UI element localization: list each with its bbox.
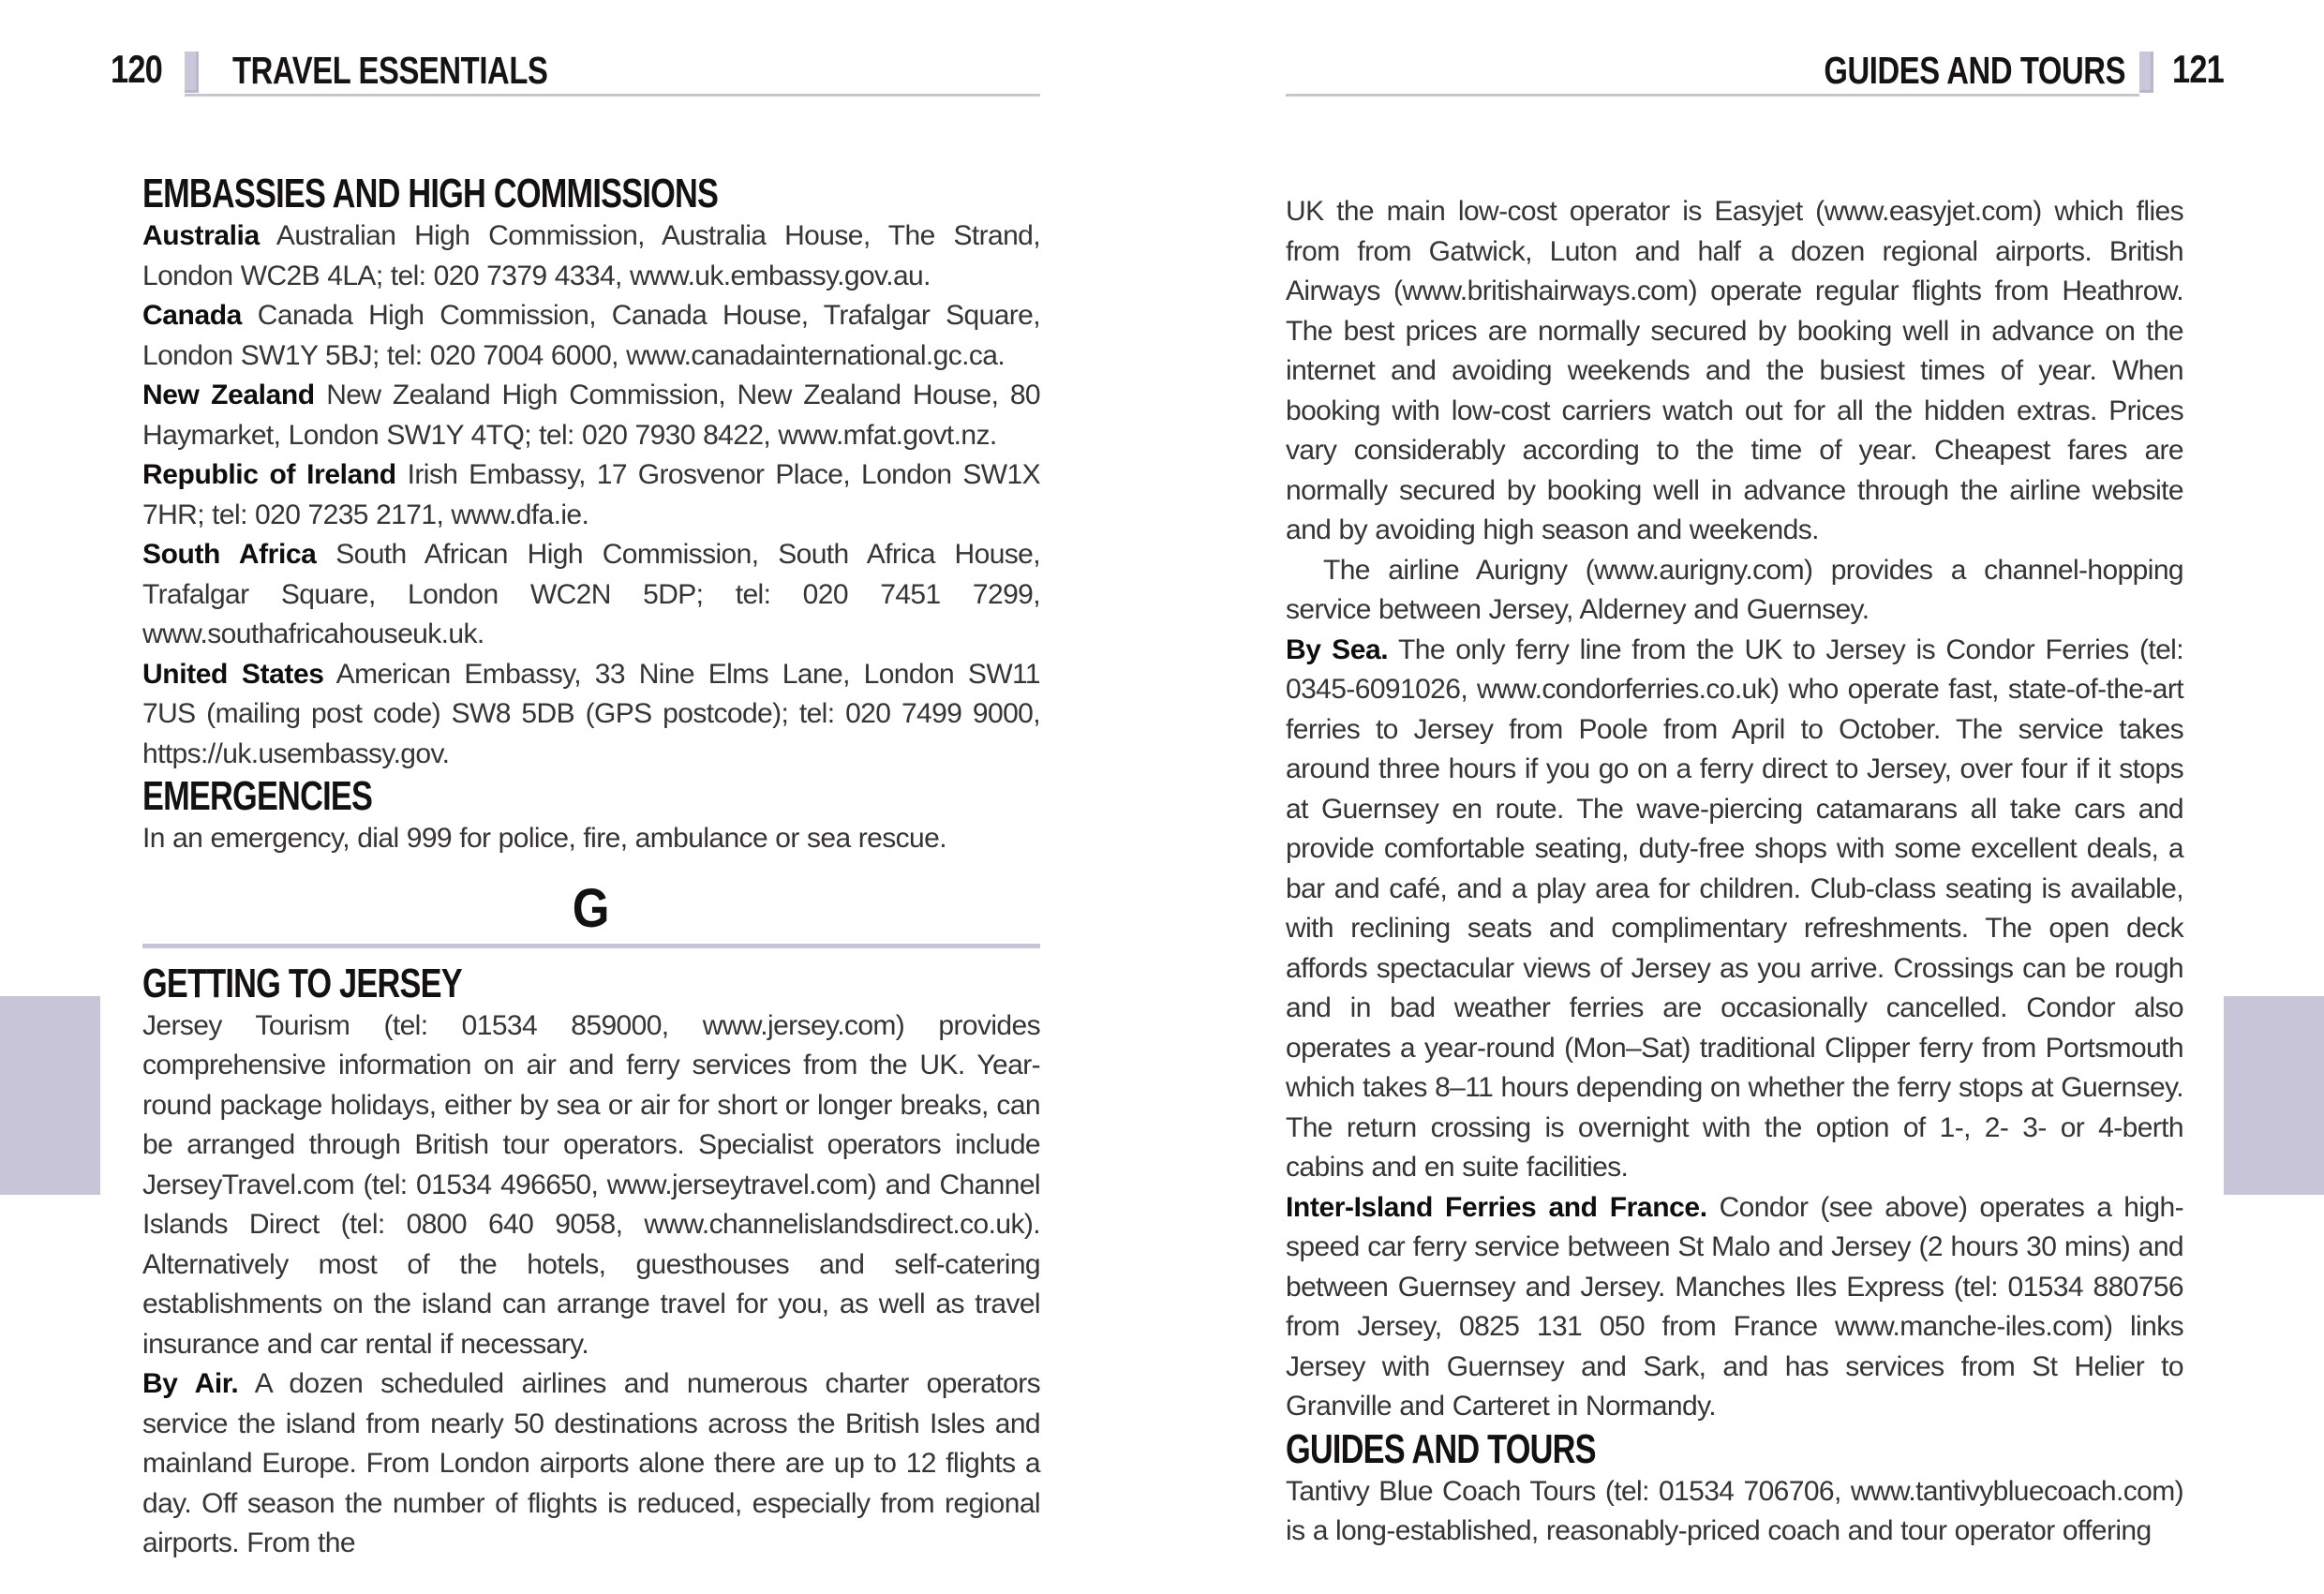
getting-to-jersey-paragraph: Jersey Tourism (tel: 01534 859000, www.jersey.com) provides comprehensive information on air and ferry services from the UK. Year-round package holidays, either by sea or air for short or longer breaks, can be arranged through British tour operators. Specialist operators include JerseyTravel.com (tel: 01534 496650, www.jerseytravel.com) and Channel Islands Direct (tel: 0800 640 9058, www.channelislandsdirect.co.uk). Alternatively most of the hotels, guesthouses and self-catering establishments on the island can arrange travel for you, as well as travel insurance and car rental if necessary.: [142, 1009, 1040, 1360]
embassy-text: Australian High Commission, Australia House, The Strand, London WC2B 4LA; tel: 020 7379 4334, www.uk.embassy.gov.au.: [142, 220, 1040, 291]
page-number-left: 120: [111, 47, 163, 91]
embassies-heading: EMBASSIES AND HIGH COMMISSIONS: [142, 171, 719, 216]
header-rule-right: [1286, 94, 2139, 97]
right-page-column: [1286, 171, 2183, 1552]
emergencies-body: In an emergency, dial 999 for police, fire, ambulance or sea rescue.: [142, 823, 946, 854]
embassy-text: Canada High Commission, Canada House, Trafalgar Square, London SW1Y 5BJ; tel: 020 7004 6000, www.canadainternational.gc.ca.: [142, 300, 1040, 371]
by-sea-text: The only ferry line from the UK to Jersey is Condor Ferries (tel: 0345-6091026, www.condorferries.co.uk) who operate fast, state-of-the-art ferries to Jersey from Poole from April to October. The service takes around three hours if you go on a ferry direct to Jersey, over four if it stops at Guernsey en route. The wave-piercing catamarans all take cars and provide comfortable seating, duty-free shops with some excellent deals, a bar and café, and a play area for children. Club-class seating is available, with reclining seats and complimentary refreshments. The open deck affords spectacular views of Jersey as you arrive. Crossings can be rough and in bad weather ferries are occasionally cancelled. Condor also operates a year-round (Mon–Sat) traditional Clipper ferry from Portsmouth which takes 8–11 hours depending on whether the ferry stops at Guernsey. The return crossing is overnight with the option of 1-, 2- 3- or 4-berth cabins and en suite facilities.: [1286, 633, 2183, 1183]
embassy-term: New Zealand: [142, 380, 315, 410]
embassy-term: United States: [142, 658, 324, 690]
by-sea-lead: By Sea.: [1286, 633, 1389, 665]
embassy-entry-united-states: [142, 655, 1040, 775]
guides-and-tours-paragraph: Tantivy Blue Coach Tours (tel: 01534 706706, www.tantivybluecoach.com) is a long-established, reasonably-priced coach and tour operator offering: [1286, 1475, 2183, 1546]
by-air-continuation-paragraph: UK the main low-cost operator is Easyjet (www.easyjet.com) which flies from from Gatwick, Luton and half a dozen regional airports. British Airways (www.britishairways.com) operate regular flights from Heathrow. The best prices are normally secured by booking well in advance on the internet and avoiding weekends and the busiest times of year. When booking with low-cost carriers watch out for all the hidden extras. Prices vary considerably according to the time of year. Cheapest fares are normally secured by booking well in advance through the airline website and by avoiding high season and weekends.: [1286, 196, 2183, 545]
inter-island-lead: Inter-Island Ferries and France.: [1286, 1191, 1707, 1223]
by-air-paragraph: [142, 1364, 1040, 1564]
header-accent-bar-right: [2139, 52, 2153, 93]
embassy-text: Irish Embassy, 17 Grosvenor Place, London SW1X 7HR; tel: 020 7235 2171, www.dfa.ie.: [142, 459, 1040, 530]
running-head: [0, 0, 2324, 112]
by-air-lead: By Air.: [142, 1368, 239, 1399]
embassy-entry-ireland: [142, 455, 1040, 535]
inter-island-paragraph: [1286, 1188, 2183, 1427]
embassy-term: Republic of Ireland: [142, 459, 396, 490]
by-sea-paragraph: [1286, 631, 2183, 1188]
section-letter: G: [573, 877, 610, 939]
embassy-text: South African High Commission, South Africa House, Trafalgar Square, London WC2N 5DP; tel: 020 7451 7299, www.southafricahouseuk.uk.: [142, 539, 1040, 649]
left-page-column: [142, 171, 1040, 1564]
chapter-tab-left: [0, 996, 100, 1195]
inter-island-text: Condor (see above) operates a high-speed car ferry service between St Malo and Jersey (2 hours 30 mins) and between Guernsey and Jersey. Manches Iles Express (tel: 01534 880756 from Jersey, 0825 131 050 from France www.manche-iles.com) links Jersey with Guernsey and Sark, and has services from St Helier to Granville and Carteret in Normandy.: [1286, 1191, 2183, 1422]
header-accent-bar-left: [185, 52, 199, 93]
alphabet-divider: [142, 877, 1040, 948]
embassy-entry-new-zealand: [142, 376, 1040, 455]
guides-and-tours-heading: GUIDES AND TOURS: [1286, 1425, 1596, 1472]
embassy-text: New Zealand High Commission, New Zealand House, 80 Haymarket, London SW1Y 4TQ; tel: 020 7930 8422, www.mfat.govt.nz.: [142, 380, 1040, 451]
embassy-term: Canada: [142, 300, 242, 331]
by-air-text: A dozen scheduled airlines and numerous charter operators service the island from nearly 50 destinations across the British Isles and mainland Europe. From London airports alone there are up to 12 flights a day. Off season the number of flights is reduced, especially from regional airports. From the: [142, 1368, 1040, 1558]
embassy-entry-south-africa: [142, 535, 1040, 655]
embassy-entry-canada: [142, 296, 1040, 376]
header-title-right: GUIDES AND TOURS: [1824, 49, 2125, 92]
page-number-right: 121: [2172, 47, 2225, 91]
header-title-left: TRAVEL ESSENTIALS: [232, 49, 548, 92]
emergencies-heading: EMERGENCIES: [142, 773, 373, 819]
chapter-tab-right: [2224, 996, 2324, 1195]
embassy-text: American Embassy, 33 Nine Elms Lane, London SW11 7US (mailing post code) SW8 5DB (GPS postcode); tel: 020 7499 9000, https://uk.usembassy.gov.: [142, 658, 1040, 769]
embassy-term: South Africa: [142, 539, 317, 570]
header-rule-left: [185, 94, 1040, 97]
embassy-entry-australia: [142, 216, 1040, 296]
aurigny-paragraph: The airline Aurigny (www.aurigny.com) provides a channel-hopping service between Jersey, Alderney and Guernsey.: [1286, 554, 2183, 625]
embassy-term: Australia: [142, 220, 260, 251]
getting-to-jersey-heading: GETTING TO JERSEY: [142, 960, 462, 1006]
section-divider-rule: [142, 944, 1040, 948]
